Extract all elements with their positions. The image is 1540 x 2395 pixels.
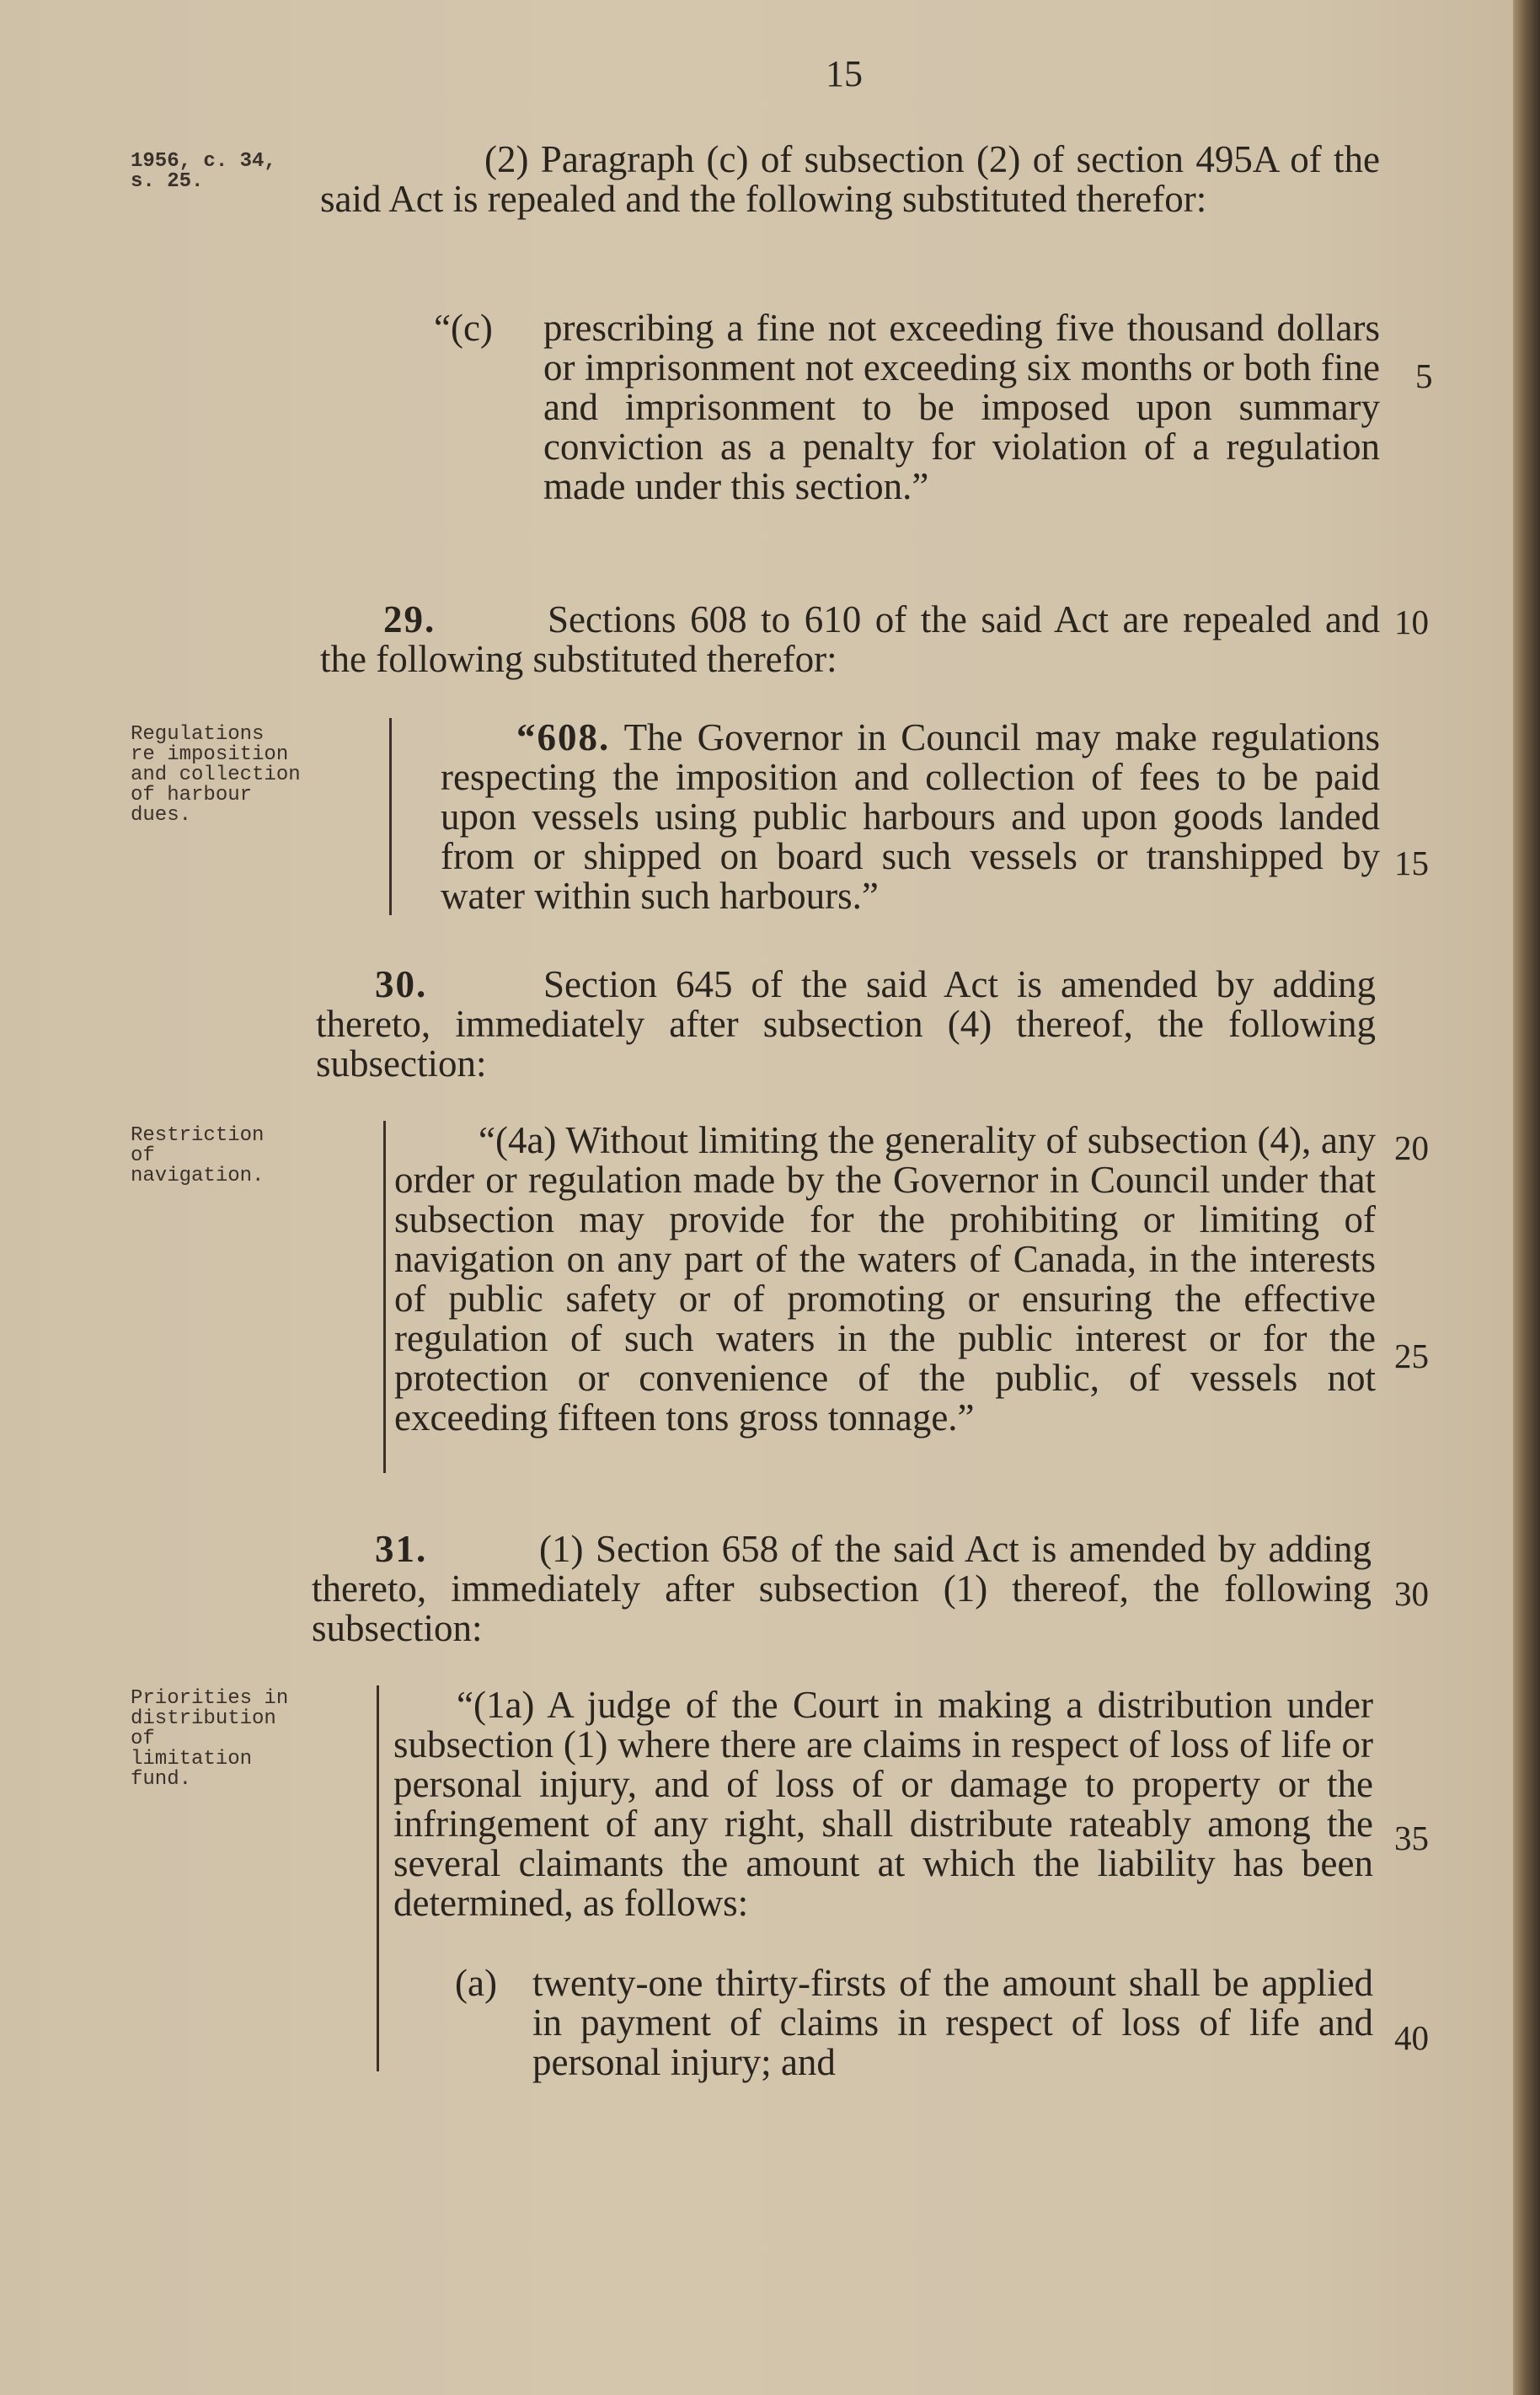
margin-note-priorities: Priorities in distribution of limitation fund. xyxy=(131,1687,289,1791)
section-29: 29. Sections 608 to 610 of the said Act are repealed and the following substituted therefor: xyxy=(320,598,1380,680)
section-31: 31. (1) Section 658 of the said Act is amended by adding thereto, immediately after subsection (1) thereof, the following subsection: xyxy=(312,1528,1372,1649)
subsection-4a: “(4a) Without limiting the generality of subsection (4), any order or regulation made by the Governor in Council under that subsection may provide for the prohibiting or limiting of navigation on any part of the waters of Canada, in the interests of public safety or of promoting or ensuring the effective regulation of such waters in the public interest or for the protection or convenience of the public, of vessels not exceeding fifteen tons gross tonnage.” xyxy=(394,1119,1376,1439)
line-number: 10 xyxy=(1394,603,1429,641)
subsection-1a: “(1a) A judge of the Court in making a distribution under subsection (1) where there are claims in respect of loss of life or personal injury, and of loss of or damage to property or the infringement of any right, shall distribute rateably among the several claimants the amount at which the liability has been determined, as follows: xyxy=(393,1684,1373,1924)
clause-a-text: twenty-one thirty-firsts of the amount shall be applied in payment of claims in respect of loss of life and personal injury; and xyxy=(532,1962,1373,2083)
line-number: 30 xyxy=(1394,1574,1429,1613)
clause-c-text: prescribing a fine not exceeding five thousand dollars or imprisonment not exceeding six months or both fine and imprisonment to be imposed upon summary conviction as a penalty for violation of a regulation made under this section.” xyxy=(543,307,1380,507)
clause-c-label: “(c) xyxy=(434,307,493,349)
amendment-bar-4a xyxy=(383,1121,386,1473)
line-number: 15 xyxy=(1394,844,1429,882)
margin-note-navigation: Restriction of navigation. xyxy=(131,1124,265,1187)
section-29-number: 29. xyxy=(383,598,436,640)
amendment-bar-1a xyxy=(377,1685,379,2071)
margin-note-harbour-dues: Regulations re imposition and collection of harbour dues. xyxy=(131,723,301,827)
margin-note-citation: 1956, c. 34, s. 25. xyxy=(131,150,276,193)
paragraph-2: (2) Paragraph (c) of subsection (2) of section 495A of the said Act is repealed and the following substituted therefor: xyxy=(320,138,1380,220)
section-30-number: 30. xyxy=(375,963,428,1005)
line-number: 25 xyxy=(1394,1337,1429,1375)
section-31-number: 31. xyxy=(375,1528,428,1570)
page-edge xyxy=(1513,0,1540,2395)
section-30: 30. Section 645 of the said Act is amended by adding thereto, immediately after subsection (4) thereof, the following subsection: xyxy=(316,963,1376,1085)
section-608: “608. The Governor in Council may make regulations respecting the imposition and collection of fees to be paid upon vessels using public harbours and upon goods landed from or shipped on board such vessels or transhipped by water within such harbours.” xyxy=(441,716,1381,917)
clause-a-label: (a) xyxy=(455,1962,497,2004)
line-number: 35 xyxy=(1394,1819,1429,1857)
line-number: 5 xyxy=(1415,356,1433,395)
line-number: 20 xyxy=(1394,1128,1429,1167)
amendment-bar-608 xyxy=(389,718,392,915)
page-number: 15 xyxy=(826,53,863,94)
line-number: 40 xyxy=(1394,2018,1429,2057)
section-608-number: “608. xyxy=(516,716,611,758)
